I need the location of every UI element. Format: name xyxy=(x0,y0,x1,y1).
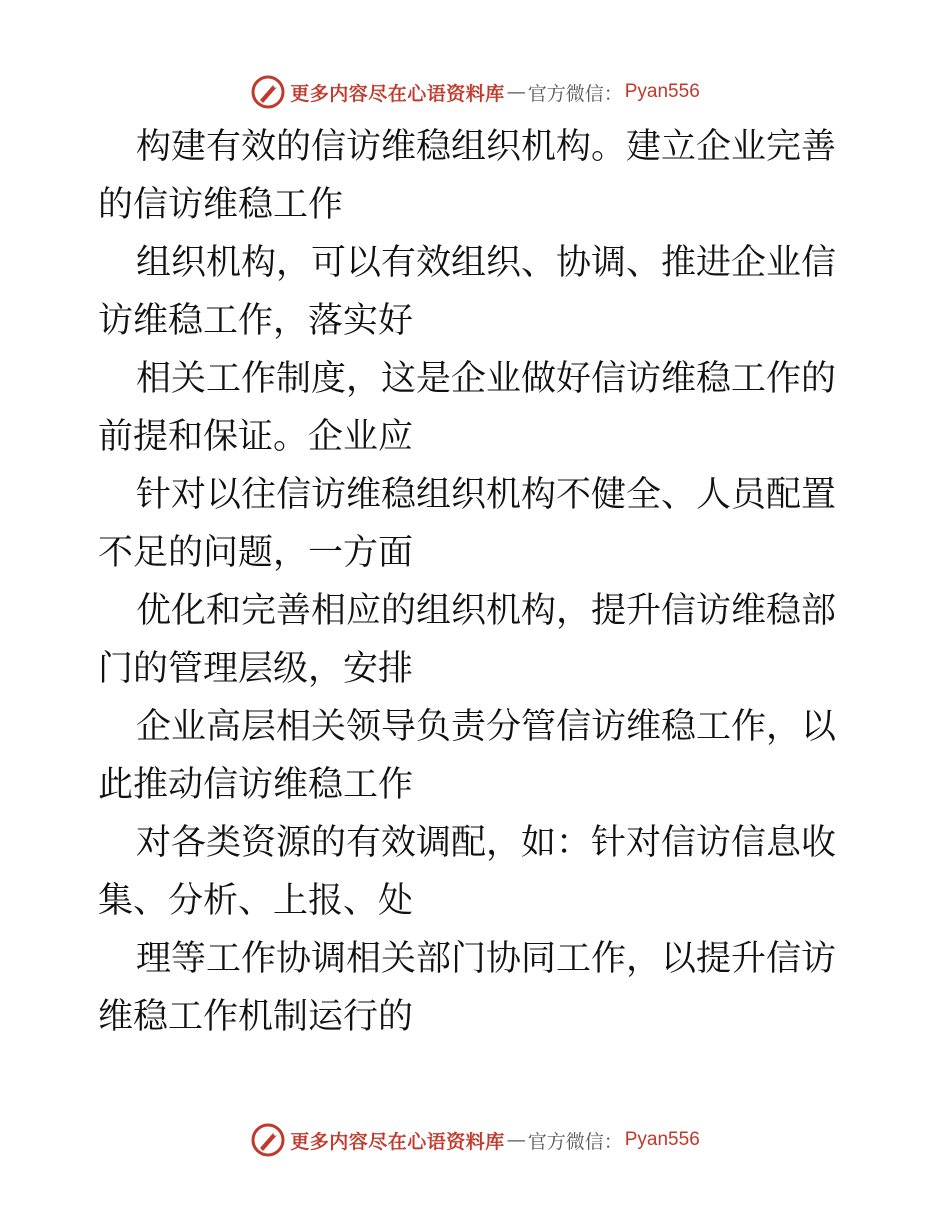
paragraph: 企业高层相关领导负责分管信访维稳工作，以此推动信访维稳工作 xyxy=(98,707,837,805)
paragraph: 针对以往信访维稳组织机构不健全、人员配置不足的问题，一方面 xyxy=(98,475,837,573)
banner-text: 更多内容尽在心语资料库 xyxy=(290,82,505,105)
banner-wechat-label: 官方微信： xyxy=(527,1130,623,1153)
paragraph: 对各类资源的有效调配，如：针对信访信息收集、分析、上报、处 xyxy=(98,823,837,921)
pen-logo-icon xyxy=(250,1122,286,1158)
paragraph: 优化和完善相应的组织机构，提升信访维稳部门的管理层级，安排 xyxy=(98,591,837,689)
paragraph: 构建有效的信访维稳组织机构。建立企业完善的信访维稳工作 xyxy=(98,127,837,225)
document-body xyxy=(98,118,850,1046)
banner-wechat-id: Pyan556 xyxy=(624,81,700,102)
header-banner xyxy=(0,72,950,112)
banner-dash: — xyxy=(506,1129,526,1151)
paragraph: 组织机构，可以有效组织、协调、推进企业信访维稳工作，落实好 xyxy=(98,243,837,341)
pen-logo-icon xyxy=(250,74,286,110)
banner-text: 更多内容尽在心语资料库 xyxy=(290,1130,505,1153)
footer-banner xyxy=(0,1120,950,1160)
banner-wechat-label: 官方微信： xyxy=(527,82,623,105)
paragraph: 相关工作制度，这是企业做好信访维稳工作的前提和保证。企业应 xyxy=(98,359,837,457)
paragraph: 理等工作协调相关部门协同工作，以提升信访维稳工作机制运行的 xyxy=(98,939,837,1037)
banner-wechat-id: Pyan556 xyxy=(624,1129,700,1150)
banner-dash: — xyxy=(506,81,526,103)
